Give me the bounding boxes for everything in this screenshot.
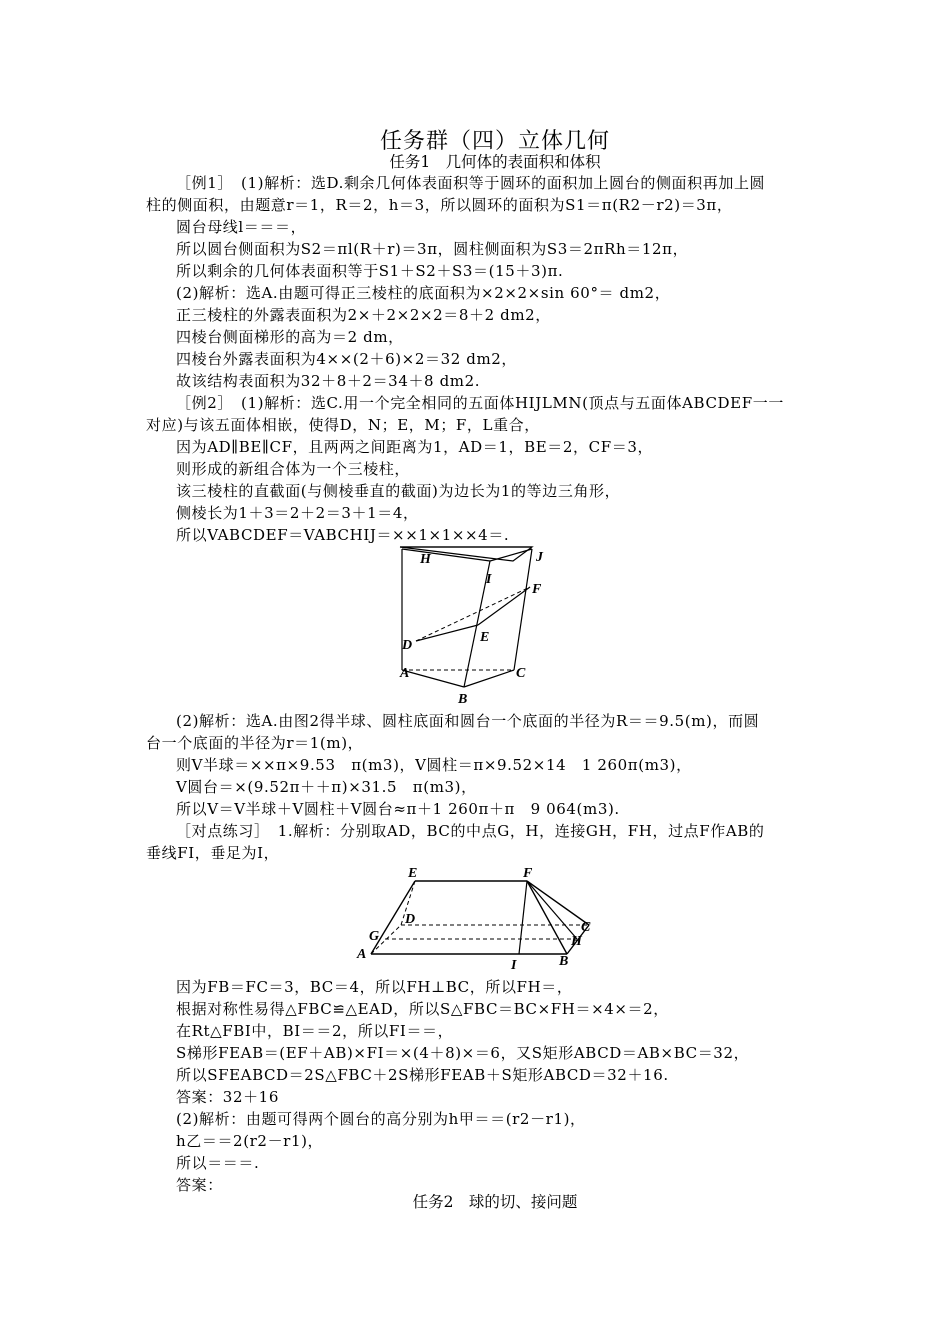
figure-prism-abcdef xyxy=(398,545,552,703)
label-j: J xyxy=(536,550,543,565)
text-line: V圆台＝×(9.52π＋＋π)×31.5 π(m3)， xyxy=(176,778,477,796)
text-line: (2)解析：选A.由图2得半球、圆柱底面和圆台一个底面的半径为R＝＝9.5(m)，而圆 xyxy=(176,712,760,730)
text-line: S梯形FEAB＝(EF＋AB)×FI＝×(4＋8)×＝6，又S矩形ABCD＝AB×BC＝32， xyxy=(176,1044,750,1062)
label-a: A xyxy=(357,947,367,962)
text-line: 所以VABCDEF＝VABCHIJ＝××1×1××4＝. xyxy=(176,526,510,544)
text-line: h乙＝＝2(r2－r1)， xyxy=(176,1132,324,1150)
text-line: 柱的侧面积，由题意r＝1，R＝2，h＝3，所以圆环的面积为S1＝π(R2－r2)＝3π， xyxy=(146,196,733,214)
text-line: 根据对称性易得△FBC≌△EAD，所以S△FBC＝BC×FH＝×4×＝2， xyxy=(176,1000,669,1018)
text-line: 因为FB＝FC＝3，BC＝4，所以FH⊥BC，所以FH＝， xyxy=(176,978,573,996)
label-f: F xyxy=(532,582,542,597)
label-a: A xyxy=(400,666,410,681)
text-line: 因为AD∥BE∥CF，且两两之间距离为1，AD＝1，BE＝2，CF＝3， xyxy=(176,438,654,456)
label-d: D xyxy=(402,638,413,653)
label-f: F xyxy=(523,866,533,881)
text-line: (2)解析：由题可得两个圆台的高分别为h甲＝＝(r2－r1)， xyxy=(176,1110,586,1128)
text-line: 圆台母线l＝＝＝， xyxy=(176,218,307,236)
text-line: 所以圆台侧面积为S2＝πl(R＋r)＝3π，圆柱侧面积为S3＝2πRh＝12π， xyxy=(176,240,689,258)
text-line: 所以剩余的几何体表面积等于S1＋S2＋S3＝(15＋3)π. xyxy=(176,262,564,280)
text-line: 该三棱柱的直截面(与侧棱垂直的截面)为边长为1的等边三角形， xyxy=(176,482,621,500)
label-h: H xyxy=(571,934,582,949)
label-c: C xyxy=(581,920,591,935)
section-heading-1: 任务1 几何体的表面积和体积 xyxy=(389,153,601,171)
label-b: B xyxy=(559,954,569,969)
text-line: 在Rt△FBI中，BI＝＝2，所以FI＝＝， xyxy=(176,1022,454,1040)
text-line: 侧棱长为1＋3＝2＋2＝3＋1＝4， xyxy=(176,504,419,522)
section-heading-2: 任务2 球的切、接问题 xyxy=(412,1193,578,1211)
text-line: 所以V＝V半球＋V圆柱＋V圆台≈π＋1 260π＋π 9 064(m3). xyxy=(176,800,620,818)
label-h: H xyxy=(420,552,431,567)
text-line: 故该结构表面积为32＋8＋2＝34＋8 dm2. xyxy=(176,372,481,390)
text-line: 正三棱柱的外露表面积为2×＋2×2×2＝8＋2 dm2， xyxy=(176,306,551,324)
label-i: I xyxy=(486,572,492,587)
label-e: E xyxy=(480,630,490,645)
answer-line: 答案：32＋16 xyxy=(176,1088,279,1106)
text-line: 则V半球＝××π×9.53 π(m3)，V圆柱＝π×9.52×14 1 260π(m3)， xyxy=(176,756,692,774)
label-c: C xyxy=(516,666,526,681)
text-line: 垂线FI，垂足为I， xyxy=(146,844,280,862)
answer-line: 答案： xyxy=(176,1176,223,1194)
text-line: 四棱台外露表面积为4××(2＋6)×2＝32 dm2， xyxy=(176,350,518,368)
text-line: 台一个底面的半径为r＝1(m)， xyxy=(146,734,364,752)
label-d: D xyxy=(405,912,416,927)
text-line: 四棱台侧面梯形的高为＝2 dm， xyxy=(176,328,404,346)
label-e: E xyxy=(408,866,418,881)
label-b: B xyxy=(458,692,468,703)
text-line: 对应)与该五面体相嵌，使得D，N；E，M；F，L重合， xyxy=(146,416,540,434)
text-line: 则形成的新组合体为一个三棱柱， xyxy=(176,460,411,478)
text-line: ［例1］ (1)解析：选D.剩余几何体表面积等于圆环的面积加上圆台的侧面积再加上圆 xyxy=(176,174,766,192)
page-title: 任务群（四）立体几何 xyxy=(379,129,610,154)
text-line: 所以SFEABCD＝2S△FBC＋2S梯形FEAB＋S矩形ABCD＝32＋16. xyxy=(176,1066,669,1084)
text-line: ［例2］ (1)解析：选C.用一个完全相同的五面体HIJLMN(顶点与五面体ABCDEF一一 xyxy=(176,394,784,412)
text-line: (2)解析：选A.由题可得正三棱柱的底面积为×2×2×sin 60°＝ dm2， xyxy=(176,284,671,302)
text-line: ［对点练习］ 1.解析：分别取AD，BC的中点G，H，连接GH，FH，过点F作AB的 xyxy=(176,822,765,840)
label-i: I xyxy=(511,958,517,973)
text-line: 所以＝＝＝. xyxy=(176,1154,260,1172)
label-g: G xyxy=(369,929,380,944)
figure-polyhedron-feabcd xyxy=(355,865,600,973)
